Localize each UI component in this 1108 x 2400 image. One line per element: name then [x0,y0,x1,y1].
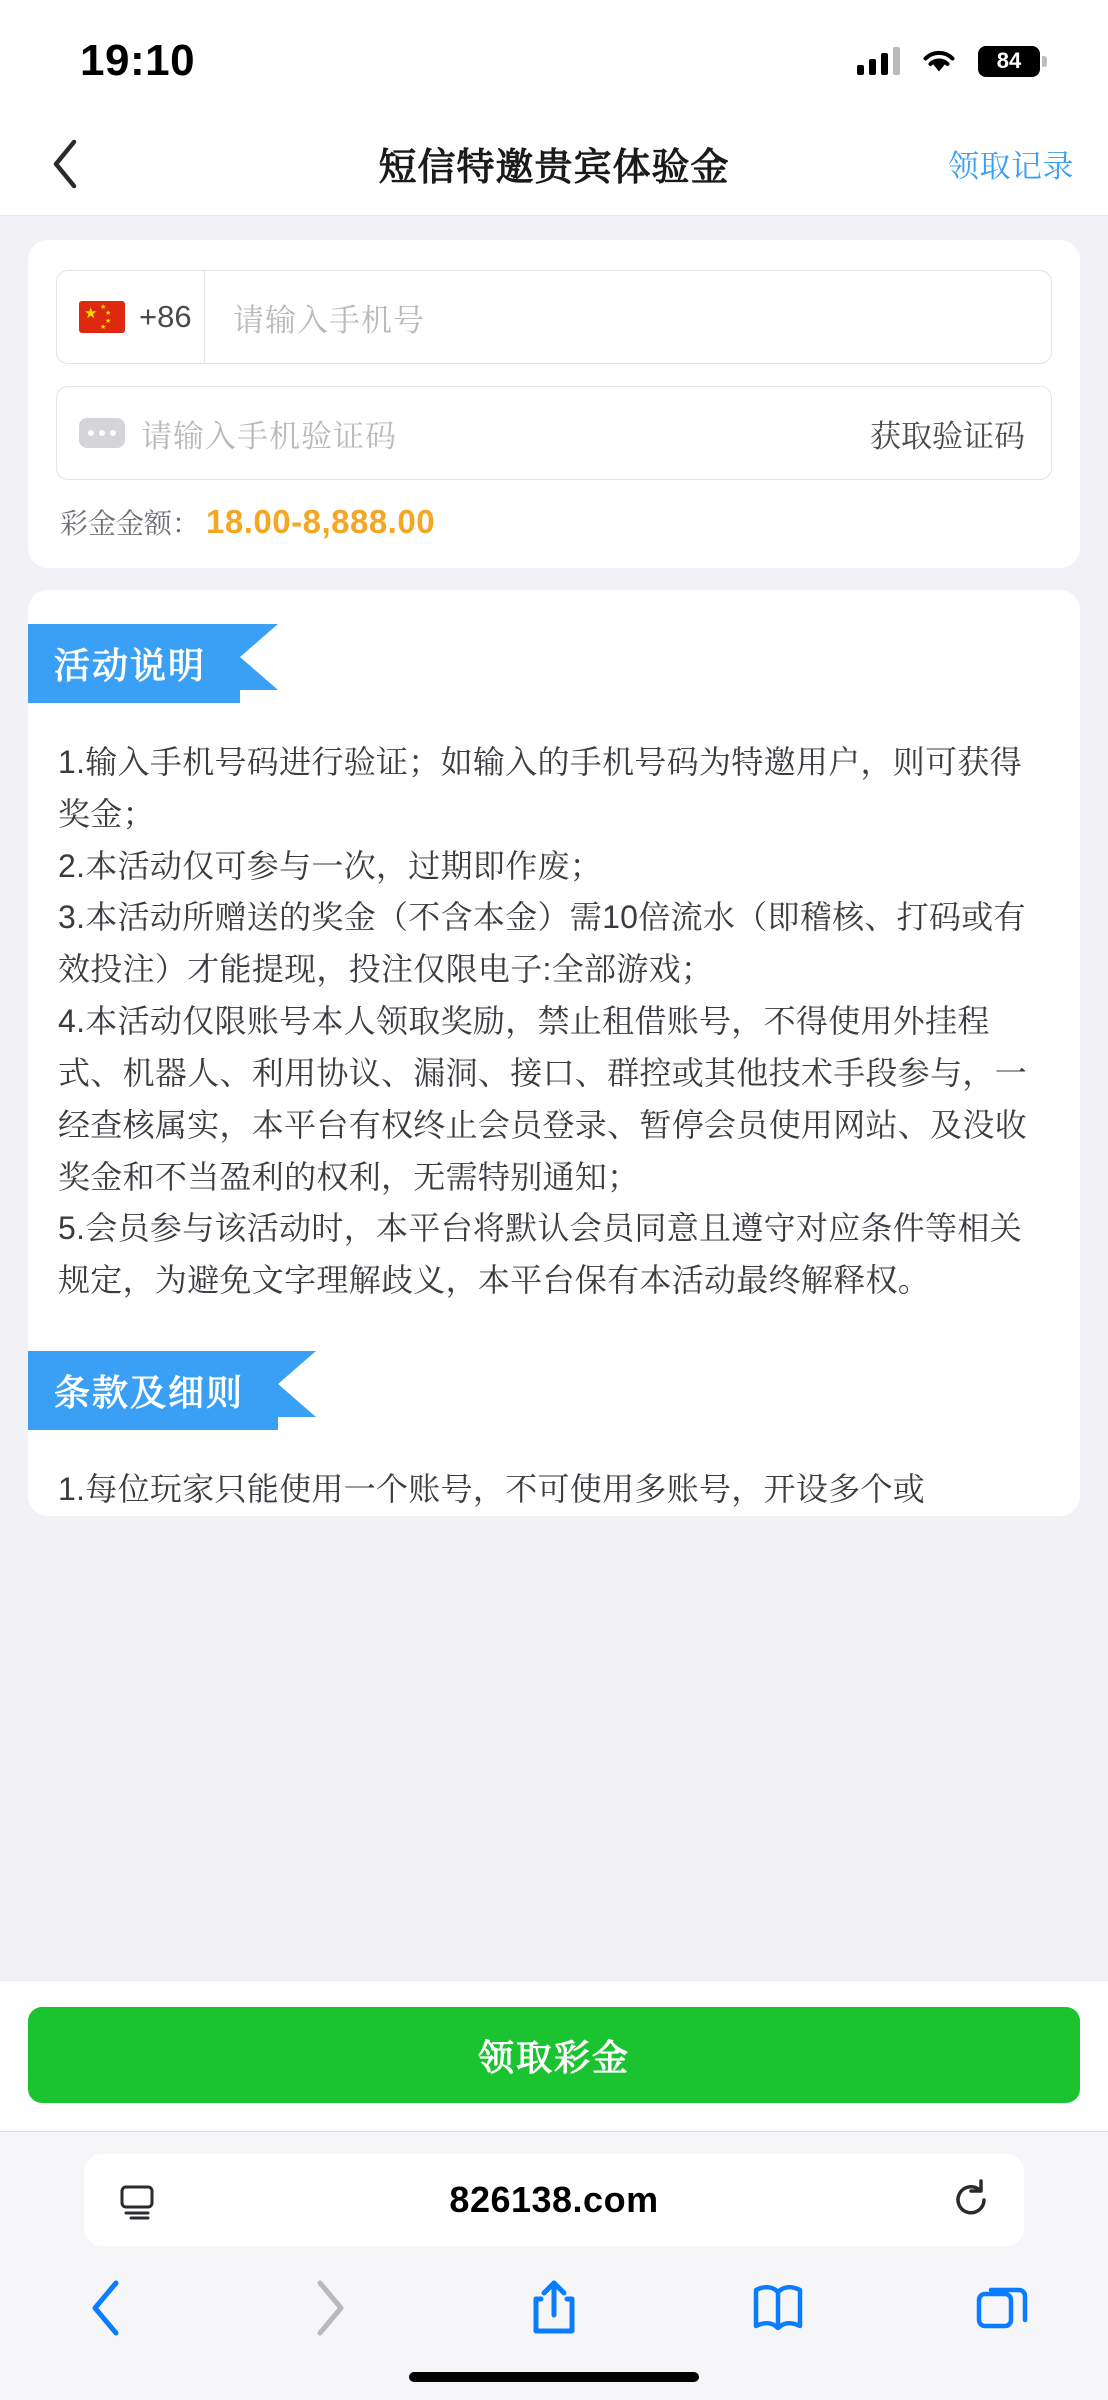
chevron-left-icon[interactable] [30,129,100,199]
phone-field[interactable] [56,270,1052,364]
verification-code-icon [79,418,125,448]
bonus-amount-value: 18.00-8,888.00 [206,503,436,540]
activity-description-heading: 活动说明 [28,624,240,703]
rule-line: 2.本活动仅可参与一次，过期即作废； [58,847,603,884]
country-code-selector[interactable] [57,271,205,363]
activity-info-card [28,590,1080,1516]
reload-icon[interactable] [948,2177,994,2223]
url-row [0,2154,1108,2246]
browser-forward-icon [294,2272,366,2344]
battery-indicator [978,46,1040,77]
rule-line: 3.本活动所赠送的奖金（不含本金）需10倍流水（即稽核、打码或有效投注）才能提现，投注仅限电子:全部游戏； [58,899,1026,988]
tabs-icon[interactable] [966,2272,1038,2344]
navigation-bar [0,112,1108,216]
home-bar [409,2372,699,2382]
verification-code-input[interactable]: 请输入手机验证码 [141,418,397,454]
status-bar [0,0,1108,112]
bonus-amount-row [56,502,1052,542]
bonus-amount-label: 彩金金额： [60,508,201,539]
browser-back-icon[interactable] [70,2272,142,2344]
rule-line: 4.本活动仅限账号本人领取奖励，禁止租借账号，不得使用外挂程式、机器人、利用协议、漏洞、接口、群控或其他技术手段参与，一经查核属实，本平台有权终止会员登录、暂停会员使用网站、及没收奖金和不当盈利的权利，无需特别通知； [58,1003,1028,1195]
terms-text [28,1464,1080,1516]
get-code-button[interactable]: 获取验证码 [870,418,1025,454]
browser-chrome [0,2131,1108,2400]
verification-code-field[interactable] [56,386,1052,480]
page-content [0,216,1108,1980]
terms-heading-wrap [28,1351,1080,1430]
wifi-icon [920,47,958,75]
bookmarks-icon[interactable] [742,2272,814,2344]
terms-heading: 条款及细则 [28,1351,278,1430]
status-time: 19:10 [80,36,196,85]
claim-records-link[interactable]: 领取记录 [948,149,1074,184]
battery-level: 84 [996,48,1022,73]
share-icon[interactable] [518,2272,590,2344]
cta-container [0,1980,1108,2131]
activity-description-heading-wrap [28,624,1080,703]
phone-input[interactable]: 请输入手机号 [233,302,425,338]
activity-description-text [28,737,1080,1307]
home-indicator [0,2354,1108,2400]
rule-line: 1.输入手机号码进行验证；如输入的手机号码为特邀用户，则可获得奖金； [58,744,1022,832]
claim-form-card [28,240,1080,568]
cellular-signal-icon [857,47,900,75]
claim-bonus-button[interactable]: 领取彩金 [28,2007,1080,2103]
terms-line: 1.每位玩家只能使用一个账号，不可使用多账号，开设多个或 [58,1471,926,1508]
page-title: 短信特邀贵宾体验金 [378,147,730,189]
china-flag-icon: ★ ★ ★ ★ ★ [79,301,125,333]
url-text[interactable]: 826138.com [449,2179,659,2220]
country-code-label: +86 [139,299,192,334]
page-settings-icon[interactable] [114,2177,160,2223]
address-bar[interactable] [84,2154,1024,2246]
browser-toolbar [0,2246,1108,2354]
status-indicators [857,46,1040,77]
rule-line: 5.会员参与该活动时，本平台将默认会员同意且遵守对应条件等相关规定，为避免文字理解歧义，本平台保有本活动最终解释权。 [58,1210,1022,1299]
